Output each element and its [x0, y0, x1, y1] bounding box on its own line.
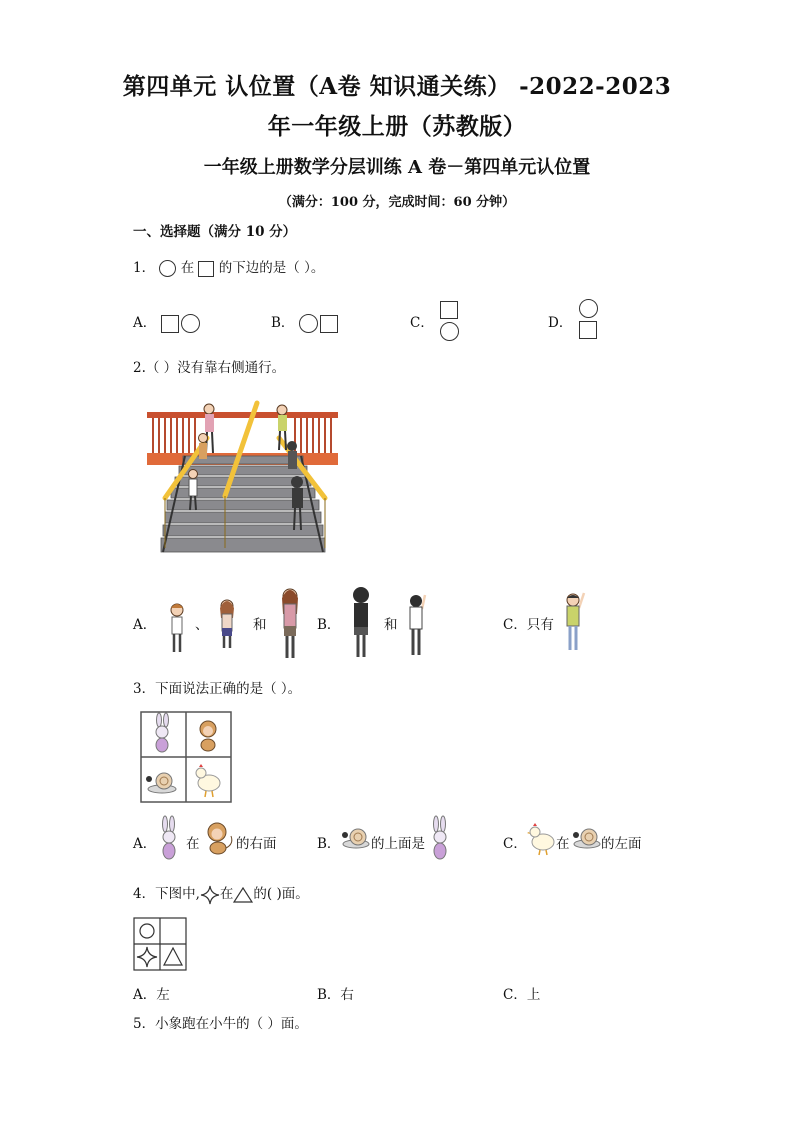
option-d-label: D． — [548, 315, 573, 331]
q3-a-mid: 在 — [186, 836, 200, 852]
q2-option-c[interactable] — [503, 613, 554, 633]
q1-text-mid: 在 — [180, 260, 195, 276]
boy-back-figure — [405, 593, 429, 657]
section-heading: 一、选择题（满分 10 分） — [133, 224, 297, 240]
circle-icon — [299, 314, 318, 333]
option-b-label: B． — [317, 617, 341, 633]
square-icon — [579, 321, 597, 339]
q4-option-a[interactable]: A．左 — [133, 987, 170, 1003]
q2-option-a[interactable] — [133, 613, 156, 633]
question-4 — [133, 884, 309, 905]
snail-icon — [572, 826, 602, 850]
q4-text-mid: 在 — [219, 886, 234, 902]
square-icon — [161, 315, 179, 333]
q3-option-b[interactable] — [317, 832, 340, 852]
q4-text-mid2: 的( — [253, 886, 273, 902]
square-icon — [198, 261, 214, 277]
q4-option-c[interactable]: C．上 — [503, 987, 541, 1003]
title-line-2: 年一年级上册（苏教版） — [267, 113, 527, 140]
q2-and-a: 和 — [253, 617, 267, 633]
star-icon — [200, 885, 220, 905]
option-a-label: A． — [133, 836, 157, 852]
question-5: 5．小象跑在小牛的（ ）面。 — [133, 1016, 308, 1032]
q4-option-b[interactable]: B．右 — [317, 987, 354, 1003]
q1-number: 1． — [133, 260, 156, 276]
circle-icon — [440, 322, 459, 341]
q3-option-c[interactable] — [503, 832, 527, 852]
time-note: （满分：100 分，完成时间：60 分钟） — [278, 195, 516, 210]
boy-waving-figure — [562, 590, 588, 652]
q2-option-b[interactable] — [317, 613, 340, 633]
animal-grid — [140, 711, 232, 803]
stairs-illustration — [145, 398, 340, 558]
option-b-label: B． — [317, 836, 341, 852]
triangle-icon — [233, 886, 253, 904]
q3-a-tail: 的右面 — [236, 836, 277, 852]
circle-icon — [579, 299, 598, 318]
q3-c-tail: 的左面 — [601, 836, 642, 852]
circle-icon — [181, 314, 200, 333]
girl-figure — [216, 598, 238, 650]
option-b-label: B． — [271, 315, 295, 331]
q1-text-tail: 的下边的是（ ）。 — [218, 260, 325, 276]
q1-option-b[interactable] — [271, 311, 338, 333]
q4-text-pre: 4．下图中, — [133, 886, 200, 902]
square-icon — [440, 301, 458, 319]
q2-separator: 、 — [195, 617, 209, 633]
rabbit-icon — [157, 815, 181, 863]
girl-figure — [166, 602, 188, 654]
q1-option-c[interactable] — [410, 311, 434, 331]
q2-and-b: 和 — [384, 617, 398, 633]
circle-icon — [159, 260, 176, 277]
subtitle: 一年级上册数学分层训练 A 卷－第四单元认位置 — [203, 157, 591, 178]
question-1 — [133, 258, 324, 278]
title-line-1: 第四单元 认位置（A卷 知识通关练） -2022-2023 — [122, 73, 672, 100]
rabbit-icon — [428, 815, 452, 863]
option-a-label: A． — [133, 617, 157, 633]
q1-option-a[interactable] — [133, 311, 200, 333]
question-3: 3．下面说法正确的是（ ）。 — [133, 681, 302, 697]
option-a-label: A． — [133, 315, 157, 331]
option-c-label: C． — [410, 315, 434, 331]
square-icon — [320, 315, 338, 333]
chicken-icon — [526, 822, 556, 856]
q3-c-mid: 在 — [556, 836, 570, 852]
shape-grid — [133, 917, 187, 971]
q1-option-d-figure — [579, 299, 598, 339]
monkey-icon — [203, 820, 235, 856]
girl-back-figure — [348, 585, 374, 659]
question-2: 2.（ ）没有靠右侧通行。 — [133, 360, 286, 376]
q3-b-tail: 的上面是 — [371, 836, 425, 852]
girl-figure — [277, 586, 303, 662]
q3-option-a[interactable] — [133, 832, 156, 852]
q1-option-c-figure — [440, 301, 459, 341]
option-c-label: C．只有 — [503, 617, 554, 633]
q4-text-tail: )面。 — [272, 886, 309, 902]
snail-icon — [341, 826, 371, 850]
q1-option-d[interactable] — [548, 311, 572, 331]
option-c-label: C． — [503, 836, 527, 852]
